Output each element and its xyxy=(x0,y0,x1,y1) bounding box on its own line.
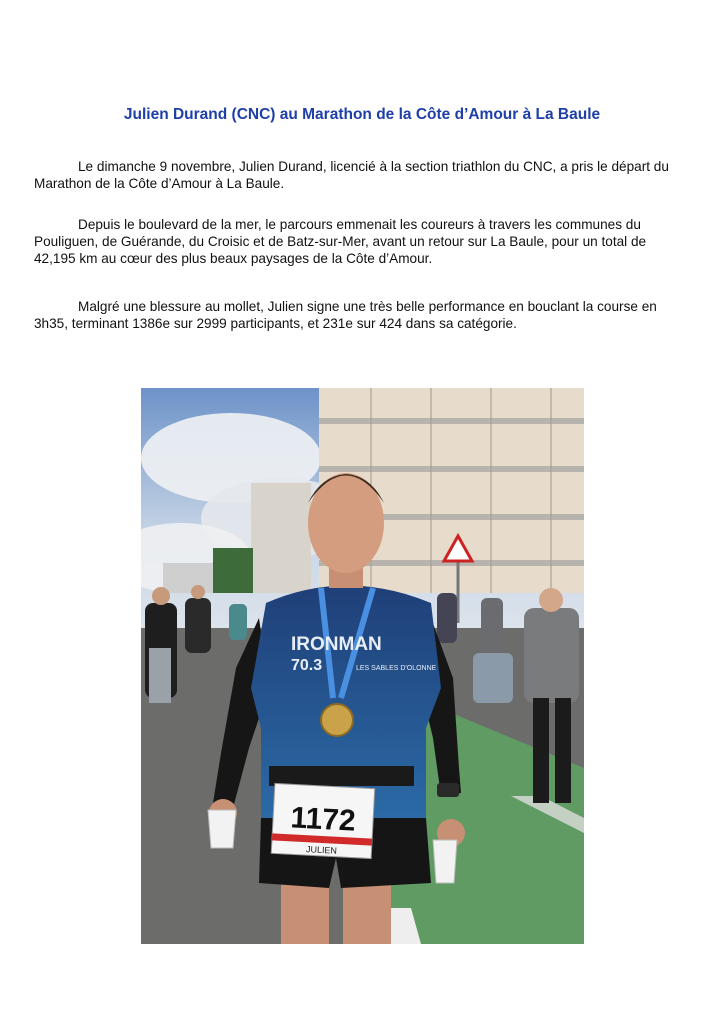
watch xyxy=(437,783,459,797)
paragraph-intro: Le dimanche 9 novembre, Julien Durand, licencié à la section triathlon du CNC, a pris le départ du Marathon de la Côte d’Amour à La Baule. xyxy=(34,159,669,191)
paragraph-course: Depuis le boulevard de la mer, le parcours emmenait les coureurs à travers les communes du Pouliguen, de Guérande, du Croisic et de Batz-sur-Mer, avant un retour sur La Baule, pour un total de 42,195 km au cœur des plus beaux paysages de la Côte d’Amour. xyxy=(34,217,647,266)
shirt-brand: IRONMAN xyxy=(291,634,382,655)
shirt-sub: LES SABLES D'OLONNE xyxy=(356,665,437,672)
bib-name: JULIEN xyxy=(305,844,338,856)
bib-number: 1172 xyxy=(289,801,357,838)
medal xyxy=(321,704,353,736)
building-far xyxy=(251,483,311,593)
page-title: Julien Durand (CNC) au Marathon de la Côte d’Amour à La Baule xyxy=(123,106,601,123)
shirt-race: 70.3 xyxy=(291,657,323,674)
race-bib xyxy=(271,783,375,858)
cup-left xyxy=(208,810,236,848)
runner-photo xyxy=(141,388,584,944)
trees xyxy=(213,548,253,593)
cup-right xyxy=(433,840,457,883)
paragraph-performance: Malgré une blessure au mollet, Julien signe une très belle performance en bouclant la course en 3h35, terminant 1386e sur 2999 participants, et 231e sur 424 dans sa catégorie. xyxy=(34,299,657,331)
